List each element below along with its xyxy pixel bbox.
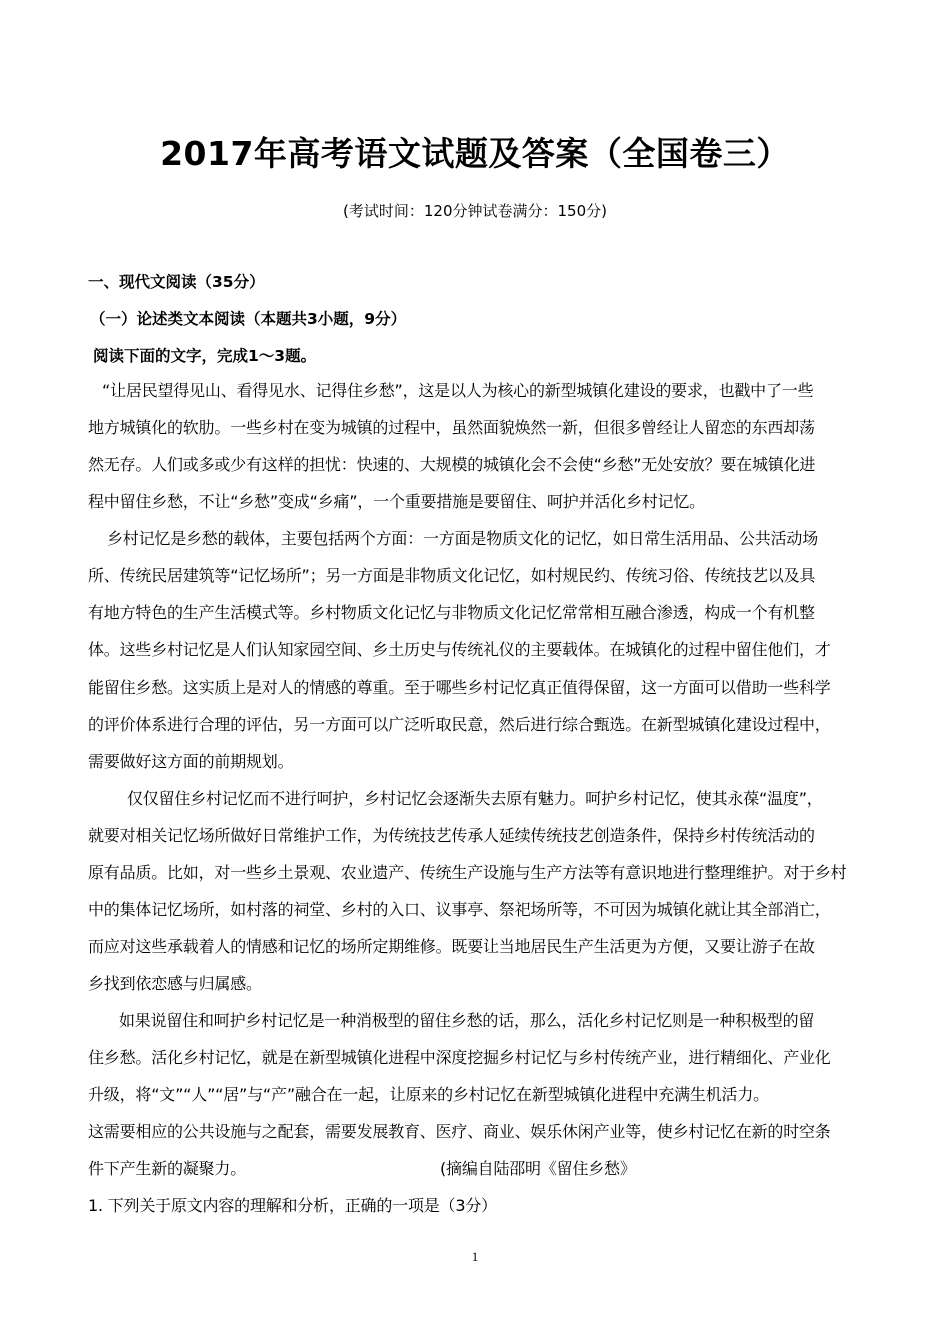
paragraph-line: 地方城镇化的软肋。一些乡村在变为城镇的过程中，虽然面貌焕然一新，但很多曾经让人留恋的东西却荡	[88, 418, 815, 437]
paragraph-line: 升级，将“文”“人”“居”与“产”融合在一起，让原来的乡村记忆在新型城镇化进程中充满生机活力。	[88, 1085, 769, 1104]
section-heading: 一、现代文阅读（35分）	[88, 273, 265, 291]
paragraph-line: 中的集体记忆场所，如村落的祠堂、乡村的入口、议事亭、祭祀场所等，不可因为城镇化就让其全部消亡，	[88, 900, 831, 919]
reading-instruction: 阅读下面的文字，完成1～3题。	[93, 347, 317, 365]
paragraph-line: 而应对这些承载着人的情感和记忆的场所定期维修。既要让当地居民生产生活更为方便，又要让游子在故	[88, 937, 815, 956]
subsection-heading: （一）论述类文本阅读（本题共3小题，9分）	[90, 310, 407, 328]
paragraph-line: “让居民望得见山、看得见水、记得住乡愁”，这是以人为核心的新型城镇化建设的要求，也戳中了一些	[102, 381, 814, 400]
paragraph-line: 仅仅留住乡村记忆而不进行呵护，乡村记忆会逐渐失去原有魅力。呵护乡村记忆，使其永葆“温度”，	[127, 789, 823, 808]
paragraph-line: 所、传统民居建筑等“记忆场所”；另一方面是非物质文化记忆，如村规民约、传统习俗、传统技艺以及具	[88, 566, 816, 585]
paragraph-line: 乡找到依恋感与归属感。	[88, 974, 262, 993]
paragraph-line: 的评价体系进行合理的评估，另一方面可以广泛听取民意，然后进行综合甄选。在新型城镇化建设过程中，	[88, 715, 831, 734]
paragraph-line: 有地方特色的生产生活模式等。乡村物质文化记忆与非物质文化记忆常常相互融合渗透，构成一个有机整	[88, 603, 815, 622]
paragraph-line: 体。这些乡村记忆是人们认知家园空间、乡土历史与传统礼仪的主要载体。在城镇化的过程中留住他们，才	[88, 640, 831, 659]
page-title: 2017年高考语文试题及答案（全国卷三）	[160, 134, 790, 173]
paragraph-line: 如果说留住和呵护乡村记忆是一种消极型的留住乡愁的话，那么，活化乡村记忆则是一种积极型的留	[119, 1011, 815, 1030]
citation: (摘编自陆邵明《留住乡愁》	[440, 1159, 636, 1178]
paragraph-line: 能留住乡愁。这实质上是对人的情感的尊重。至于哪些乡村记忆真正值得保留，这一方面可以借助一些科学	[88, 678, 831, 697]
page-number: 1	[471, 1249, 479, 1264]
question-1: 1. 下列关于原文内容的理解和分析，正确的一项是（3分）	[88, 1196, 497, 1215]
paragraph-line: 原有品质。比如，对一些乡土景观、农业遗产、传统生产设施与生产方法等有意识地进行整理维护。对于乡村	[88, 863, 847, 882]
paragraph-line: 件下产生新的凝聚力。	[88, 1159, 247, 1178]
paragraph-line: 就要对相关记忆场所做好日常维护工作，为传统技艺传承人延续传统技艺创造条件，保持乡村传统活动的	[88, 826, 815, 845]
paragraph-line: 程中留住乡愁，不让“乡愁”变成“乡痛”，一个重要措施是要留住、呵护并活化乡村记忆。	[88, 492, 705, 511]
paragraph-line: 这需要相应的公共设施与之配套，需要发展教育、医疗、商业、娱乐休闲产业等，使乡村记忆在新的时空条	[88, 1122, 831, 1141]
paragraph-line: 乡村记忆是乡愁的载体，主要包括两个方面：一方面是物质文化的记忆，如日常生活用品、公共活动场	[107, 529, 819, 548]
paragraph-line: 住乡愁。活化乡村记忆，就是在新型城镇化进程中深度挖掘乡村记忆与乡村传统产业，进行精细化、产业化	[88, 1048, 831, 1067]
paragraph-line: 需要做好这方面的前期规划。	[88, 752, 294, 771]
exam-info: (考试时间：120分钟试卷满分：150分)	[343, 202, 607, 220]
paragraph-line: 然无存。人们或多或少有这样的担忧：快速的、大规模的城镇化会不会使“乡愁”无处安放？要在城镇化进	[88, 455, 816, 474]
